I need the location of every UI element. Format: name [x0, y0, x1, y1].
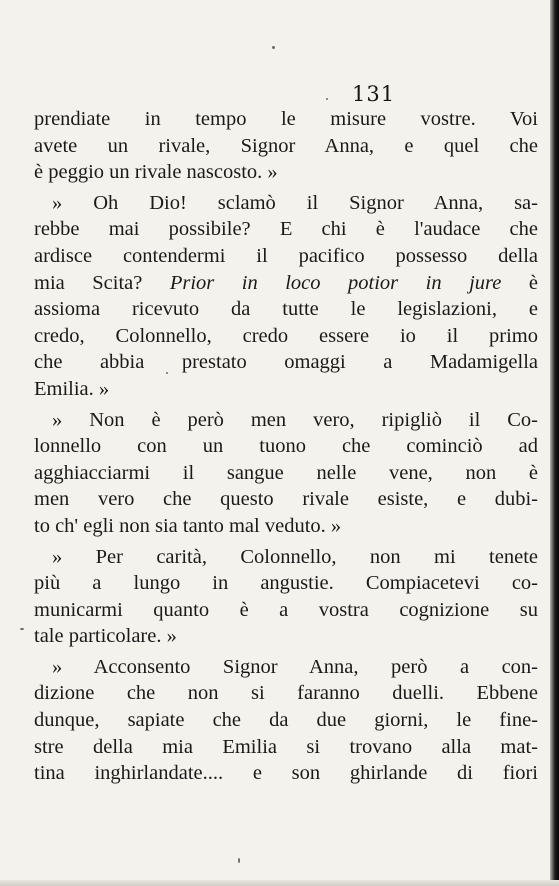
text-line: assioma ricevuto da tutte le legislazioni, e [34, 298, 538, 321]
page-number: 131 [352, 82, 396, 106]
text-line: dizione che non si faranno duelli. Ebbene [34, 682, 538, 705]
text-line: tina inghirlandate.... e son ghirlande di fiori [34, 762, 538, 785]
text-line: credo, Colonnello, credo essere io il primo [34, 324, 538, 347]
page-edge-shadow [550, 0, 559, 886]
text-line: agghiacciarmi il sangue nelle vene, non è [34, 461, 538, 484]
text-line: municarmi quanto è a vostra cognizione su [34, 598, 538, 621]
text-line: men vero che questo rivale esiste, e dubi- [34, 488, 538, 511]
text-line: rebbe mai possibile? E chi è l'audace che [34, 218, 538, 241]
body-text [34, 106, 538, 787]
print-speck [238, 858, 240, 863]
text-line: tale particolare. » [34, 625, 177, 648]
text-line: avete un rivale, Signor Anna, e quel che [34, 134, 538, 157]
text-line: stre della mia Emilia si trovano alla mat- [34, 735, 538, 758]
text-line [34, 270, 538, 297]
text-line: più a lungo in angustie. Compiacetevi co- [34, 572, 538, 595]
text-line: Emilia. » [34, 377, 110, 400]
page-bottom-edge [0, 880, 559, 886]
text-line: è peggio un rivale nascosto. » [34, 161, 278, 184]
text-line: prendiate in tempo le misure vostre. Voi [34, 108, 538, 130]
text-line: » Non è però men vero, ripigliò il Co- [52, 408, 538, 431]
text-line: ardisce contendermi il pacifico possesso della [34, 244, 538, 267]
print-speck [272, 46, 275, 49]
text-line: lonnello con un tuono che cominciò ad [34, 435, 538, 458]
text-line: » Per carità, Colonnello, non mi tenete [52, 545, 538, 568]
text-line: dunque, sapiate che da due giorni, le fine- [34, 709, 538, 732]
text-line: che abbia prestato omaggi a Madamigella [34, 351, 538, 374]
text-run: mia Scita? [34, 271, 170, 294]
text-line: » Acconsento Signor Anna, però a con- [52, 655, 538, 678]
latin-phrase: Prior in loco potior in jure [169, 271, 502, 294]
text-line: to ch' egli non sia tanto mal veduto. » [34, 514, 342, 537]
text-run: è [501, 271, 538, 294]
print-speck [326, 98, 328, 100]
print-speck [20, 628, 24, 630]
text-line: » Oh Dio! sclamò il Signor Anna, sa- [52, 191, 538, 214]
